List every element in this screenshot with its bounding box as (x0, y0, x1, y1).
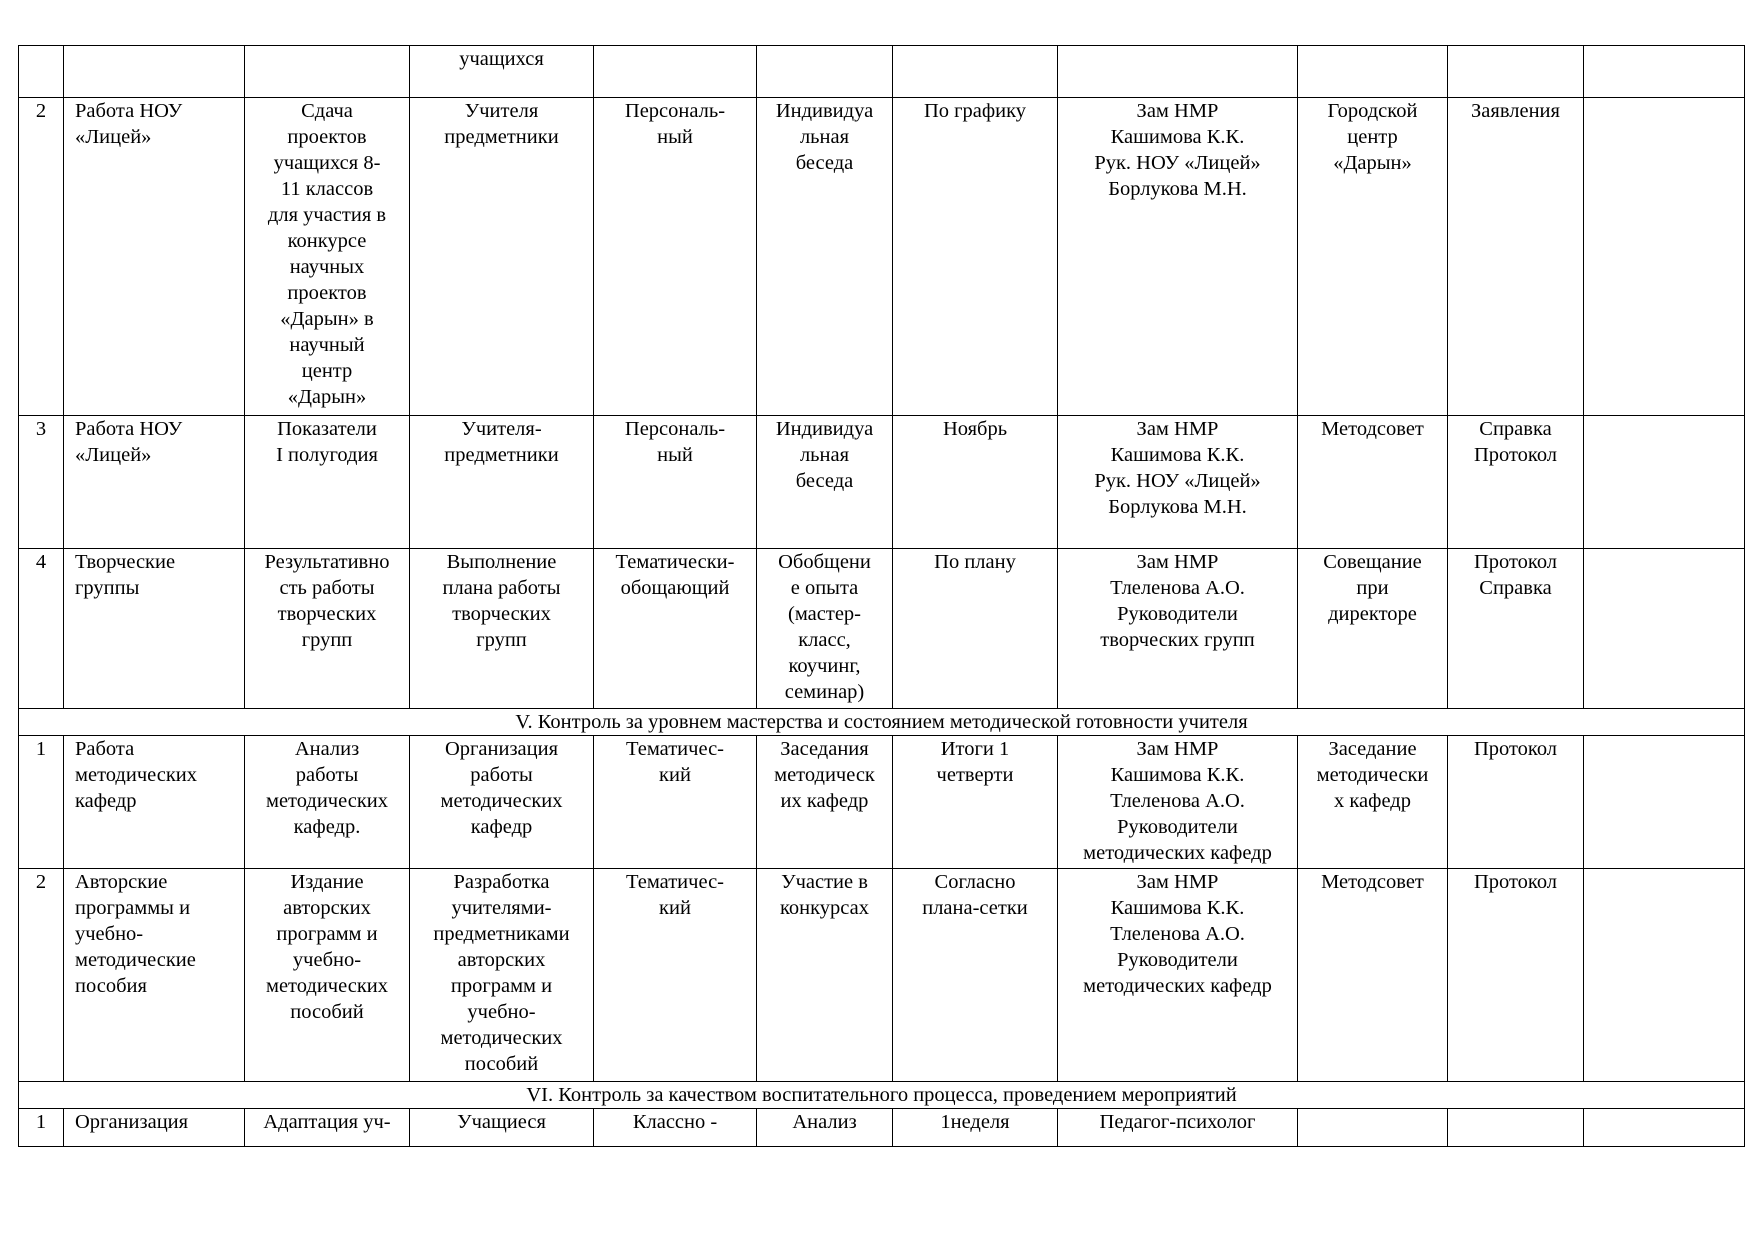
table-cell (64, 46, 245, 98)
table-cell (1298, 736, 1448, 869)
cell-text: Согласно плана-сетки (922, 871, 1028, 919)
table-cell (594, 416, 757, 549)
cell-text: Городской центр «Дарын» (1327, 100, 1418, 174)
cell-text: Зам НМР Тлеленова А.О. Руководители творческих групп (1100, 551, 1255, 651)
table-row (19, 1109, 1745, 1147)
table-cell (1584, 416, 1745, 549)
cell-text: Организация (75, 1111, 189, 1133)
cell-text: Протокол (1473, 738, 1558, 760)
table-cell (1298, 869, 1448, 1082)
cell-text: 1неделя (940, 1111, 1010, 1133)
table-cell (245, 869, 410, 1082)
table-cell (1058, 98, 1298, 416)
cell-text: Анализ работы методических кафедр. (265, 738, 389, 838)
cell-text: Зам НМР Кашимова К.К. Тлеленова А.О. Руководители методических кафедр (1083, 871, 1272, 997)
cell-text: Итоги 1 четверти (936, 738, 1014, 786)
table-cell (1448, 736, 1584, 869)
table-cell (64, 98, 245, 416)
cell-text: Индивидуа льная беседа (775, 100, 874, 174)
table-cell (757, 1109, 893, 1147)
table-cell (757, 869, 893, 1082)
table-cell (893, 98, 1058, 416)
table-cell (1058, 1109, 1298, 1147)
table-cell (893, 46, 1058, 98)
table-cell (594, 1109, 757, 1147)
table-cell (410, 98, 594, 416)
table-cell (1298, 549, 1448, 709)
table-cell (1448, 98, 1584, 416)
table-row (19, 736, 1745, 869)
table-cell (1058, 869, 1298, 1082)
cell-text: Участие в конкурсах (779, 871, 869, 919)
row-number: 4 (19, 549, 64, 709)
table-cell (64, 416, 245, 549)
table-cell (1584, 1109, 1745, 1147)
row-number: 1 (19, 1109, 64, 1147)
table-cell (594, 98, 757, 416)
cell-text: Тематичес- кий (625, 738, 724, 786)
row-number: 2 (19, 98, 64, 416)
cell-text: Тематичес- кий (625, 871, 724, 919)
cell-text: Совещание при директоре (1323, 551, 1422, 625)
cell-text: По плану (934, 551, 1016, 573)
table-cell (245, 1109, 410, 1147)
section-heading: V. Контроль за уровнем мастерства и состоянием методической готовности учителя (19, 709, 1745, 736)
cell-text: Справка Протокол (1473, 418, 1558, 466)
cell-text: Методсовет (1321, 418, 1424, 440)
cell-text: Тематически- обощающий (615, 551, 735, 599)
section-row (19, 709, 1745, 736)
cell-text: Сдача проектов учащихся 8- 11 классов для участия в конкурсе научных проектов «Дарын» в научный центр «Дарын» (267, 100, 387, 408)
cell-text: Заседания методическ их кафедр (774, 738, 875, 812)
cell-text: Обобщени е опыта (мастер- класс, коучинг, семинар) (778, 551, 871, 703)
table-cell (245, 549, 410, 709)
table-cell (1584, 869, 1745, 1082)
table-row (19, 416, 1745, 549)
table-cell (594, 549, 757, 709)
table-cell (757, 98, 893, 416)
row-number: 2 (19, 869, 64, 1082)
cell-text: Учителя предметники (444, 100, 559, 148)
cell-text: Методсовет (1321, 871, 1424, 893)
table-cell (64, 549, 245, 709)
cell-text: По графику (923, 100, 1027, 122)
cell-text: Работа НОУ «Лицей» (75, 418, 183, 466)
cell-text: Классно - (632, 1111, 718, 1133)
table-cell (245, 46, 410, 98)
table-row (19, 869, 1745, 1082)
table-cell (594, 736, 757, 869)
table-cell (893, 549, 1058, 709)
plan-table (18, 45, 1745, 1147)
cell-text: Протокол Справка (1473, 551, 1558, 599)
table-cell (594, 46, 757, 98)
table-cell (757, 549, 893, 709)
table-cell (245, 736, 410, 869)
cell-text: Педагог-психолог (1099, 1111, 1256, 1133)
table-cell (410, 46, 594, 98)
cell-text: Разработка учителями- предметниками авторских программ и учебно- методических пособий (433, 871, 570, 1075)
table-cell (64, 869, 245, 1082)
cell-text: Ноябрь (942, 418, 1008, 440)
cell-text: Персональ- ный (624, 418, 726, 466)
cell-text: Показатели I полугодия (276, 418, 378, 466)
table-cell (1298, 1109, 1448, 1147)
cell-text: учащихся (459, 48, 544, 70)
cell-text: Учителя- предметники (444, 418, 559, 466)
cell-text: Зам НМР Кашимова К.К. Рук. НОУ «Лицей» Борлукова М.Н. (1094, 100, 1261, 200)
table-cell (1448, 869, 1584, 1082)
table-cell (1298, 46, 1448, 98)
cell-text: Работа НОУ «Лицей» (75, 100, 183, 148)
section-heading: VI. Контроль за качеством воспитательного процесса, проведением мероприятий (19, 1082, 1745, 1109)
cell-text: Издание авторских программ и учебно- методических пособий (265, 871, 389, 1023)
table-row (19, 549, 1745, 709)
table-cell (1298, 416, 1448, 549)
table-cell (594, 869, 757, 1082)
cell-text: Заявления (1471, 100, 1560, 122)
table-cell (1448, 549, 1584, 709)
table-cell (1298, 98, 1448, 416)
row-number (19, 46, 64, 98)
table-cell (410, 869, 594, 1082)
cell-text: Учащиеся (457, 1111, 546, 1133)
table-cell (1058, 549, 1298, 709)
table-cell (893, 1109, 1058, 1147)
table-cell (1584, 46, 1745, 98)
table-cell (1448, 1109, 1584, 1147)
table-cell (410, 549, 594, 709)
table-cell (1448, 416, 1584, 549)
table-body (19, 46, 1745, 1147)
cell-text: Авторские программы и учебно- методические пособия (75, 871, 196, 997)
table-cell (410, 1109, 594, 1147)
cell-text: Персональ- ный (624, 100, 726, 148)
cell-text: Организация работы методических кафедр (440, 738, 563, 838)
table-cell (893, 869, 1058, 1082)
table-cell (1584, 549, 1745, 709)
cell-text: Заседание методически х кафедр (1316, 738, 1429, 812)
row-number: 3 (19, 416, 64, 549)
table-row (19, 46, 1745, 98)
table-cell (64, 1109, 245, 1147)
cell-text: Адаптация уч- (263, 1111, 391, 1133)
table-cell (893, 736, 1058, 869)
cell-text: Анализ (792, 1111, 857, 1133)
table-cell (410, 416, 594, 549)
cell-text: Творческие группы (75, 551, 176, 599)
table-cell (1058, 46, 1298, 98)
table-cell (893, 416, 1058, 549)
cell-text: Протокол (1473, 871, 1558, 893)
table-cell (1584, 736, 1745, 869)
table-cell (757, 736, 893, 869)
table-cell (757, 416, 893, 549)
table-cell (245, 98, 410, 416)
cell-text: Зам НМР Кашимова К.К. Рук. НОУ «Лицей» Борлукова М.Н. (1094, 418, 1261, 518)
table-cell (1058, 416, 1298, 549)
table-cell (1584, 98, 1745, 416)
table-cell (1448, 46, 1584, 98)
table-cell (245, 416, 410, 549)
section-row (19, 1082, 1745, 1109)
table-cell (64, 736, 245, 869)
table-cell (757, 46, 893, 98)
table-cell (410, 736, 594, 869)
cell-text: Результативно сть работы творческих групп (264, 551, 390, 651)
table-cell (1058, 736, 1298, 869)
row-number: 1 (19, 736, 64, 869)
cell-text: Зам НМР Кашимова К.К. Тлеленова А.О. Руководители методических кафедр (1083, 738, 1272, 864)
cell-text: Индивидуа льная беседа (775, 418, 874, 492)
cell-text: Работа методических кафедр (75, 738, 198, 812)
cell-text: Выполнение плана работы творческих групп (442, 551, 561, 651)
table-row (19, 98, 1745, 416)
